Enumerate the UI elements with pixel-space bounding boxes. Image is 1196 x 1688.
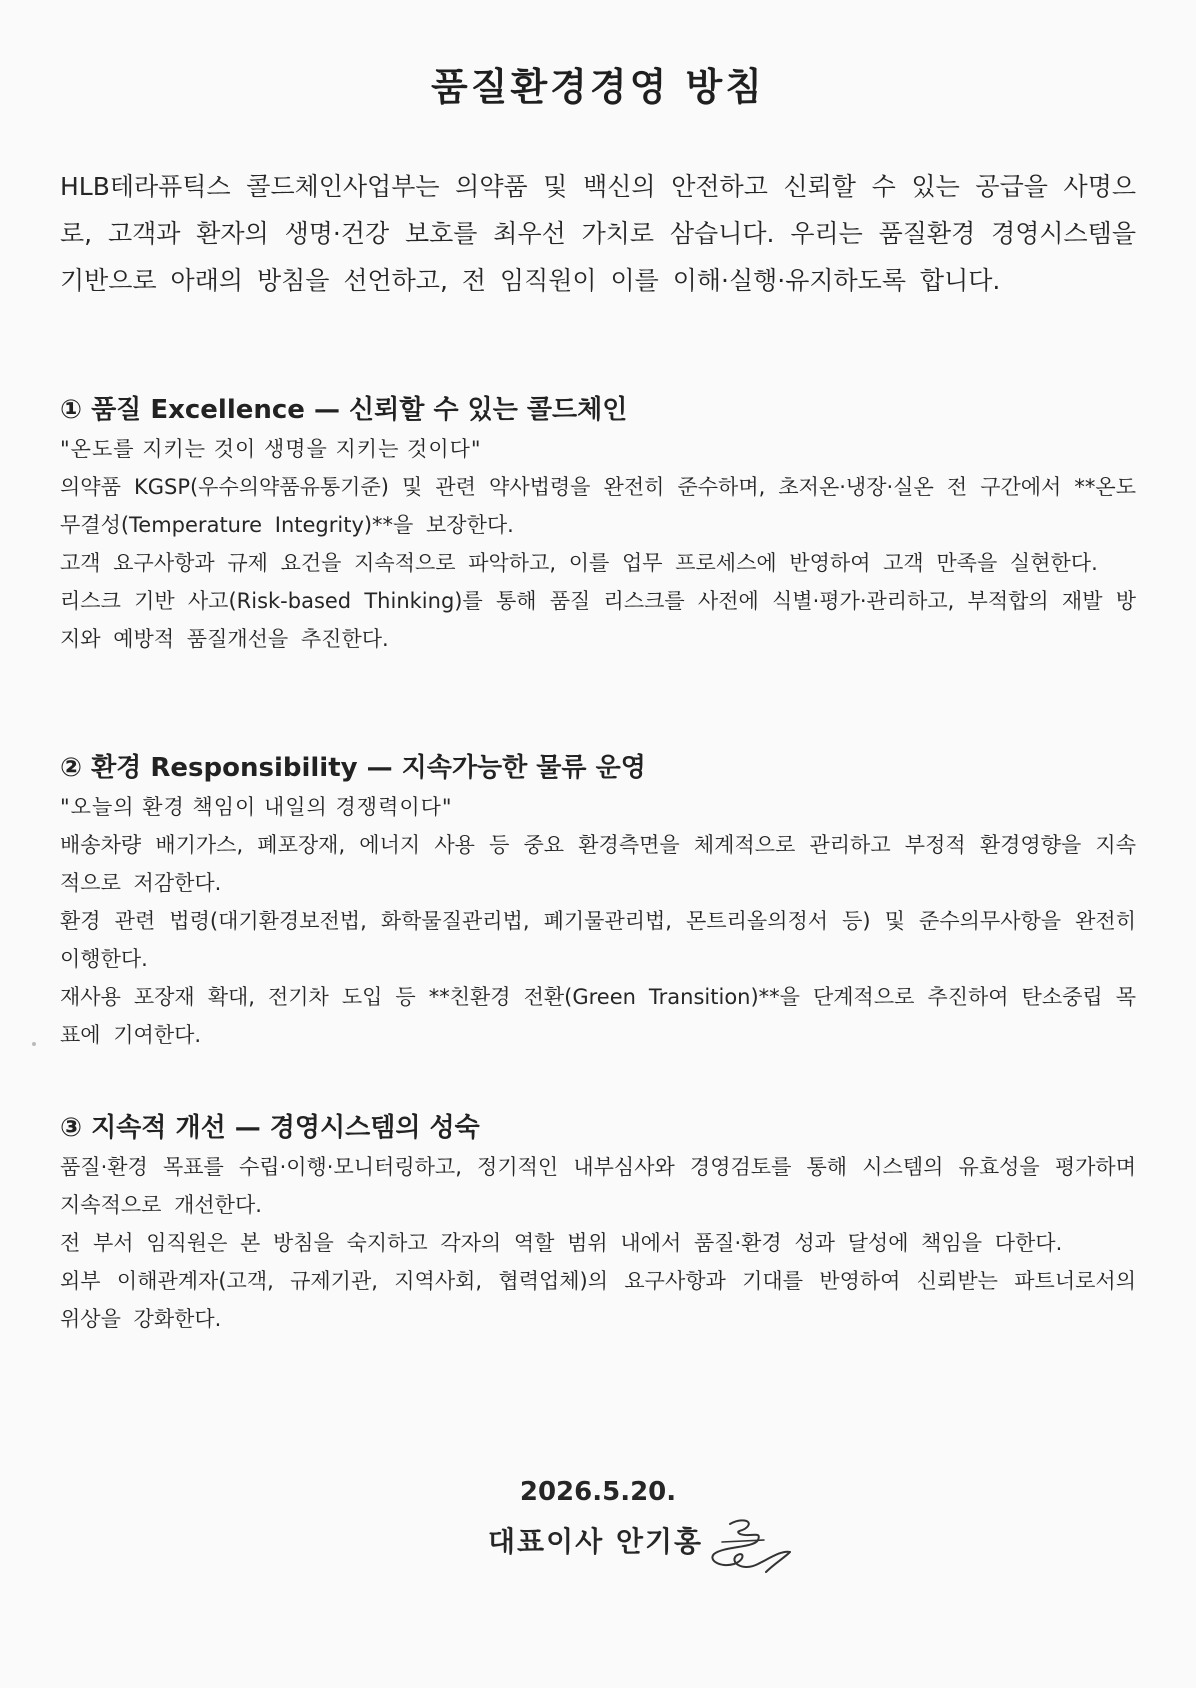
section-paragraph: 리스크 기반 사고(Risk-based Thinking)를 통해 품질 리스크를 사전에 식별·평가·관리하고, 부적합의 재발 방지와 예방적 품질개선을 추진한다. [60,589,1136,651]
section-heading: ③ 지속적 개선 — 경영시스템의 성숙 [60,1113,480,1143]
signature-mark [700,1512,800,1582]
section-paragraph: 재사용 포장재 확대, 전기차 도입 등 **친환경 전환(Green Transition)**을 단계적으로 추진하여 탄소중립 목표에 기여한다. [60,985,1136,1047]
section-quality [60,390,1136,658]
section-paragraph: 품질·환경 목표를 수립·이행·모니터링하고, 정기적인 내부심사와 경영검토를 통해 시스템의 유효성을 평가하며 지속적으로 개선한다. [60,1155,1136,1217]
section-heading: ① 품질 Excellence — 신뢰할 수 있는 콜드체인 [60,395,628,425]
section-paragraph: 전 부서 임직원은 본 방침을 숙지하고 각자의 역할 범위 내에서 품질·환경 성과 달성에 책임을 다한다. [60,1231,1063,1255]
section-quote: "온도를 지키는 것이 생명을 지키는 것이다" [60,437,482,461]
section-paragraph: 의약품 KGSP(우수의약품유통기준) 및 관련 약사법령을 완전히 준수하며, 초저온·냉장·실온 전 구간에서 **온도 무결성(Temperature Integrity)**을 보장한다. [60,475,1136,537]
signer-name: 대표이사 안기홍 [488,1525,704,1558]
scan-dot [32,1042,36,1046]
document-date: 2026.5.20. [519,1477,677,1507]
section-heading: ② 환경 Responsibility — 지속가능한 물류 운영 [60,753,646,783]
section-paragraph: 배송차량 배기가스, 폐포장재, 에너지 사용 등 중요 환경측면을 체계적으로 관리하고 부정적 환경영향을 지속적으로 저감한다. [60,833,1136,895]
section-paragraph: 고객 요구사항과 규제 요건을 지속적으로 파악하고, 이를 업무 프로세스에 반영하여 고객 만족을 실현한다. [60,551,1098,575]
intro-paragraph: HLB테라퓨틱스 콜드체인사업부는 의약품 및 백신의 안전하고 신뢰할 수 있는 공급을 사명으로, 고객과 환자의 생명·건강 보호를 최우선 가치로 삼습니다. 우리는 품질환경 경영시스템을 기반으로 아래의 방침을 선언하고, 전 임직원이 이를 이해·실행·유지하도록 합니다. [60,172,1136,295]
section-environment [60,748,1136,1054]
section-paragraph: 환경 관련 법령(대기환경보전법, 화학물질관리법, 폐기물관리법, 몬트리올의정서 등) 및 준수의무사항을 완전히 이행한다. [60,909,1136,971]
section-quote: "오늘의 환경 책임이 내일의 경쟁력이다" [60,795,453,819]
section-paragraph: 외부 이해관계자(고객, 규제기관, 지역사회, 협력업체)의 요구사항과 기대를 반영하여 신뢰받는 파트너로서의 위상을 강화한다. [60,1269,1136,1331]
document-title: 품질환경경영 방침 [431,65,765,109]
section-continuous-improvement [60,1108,1136,1338]
